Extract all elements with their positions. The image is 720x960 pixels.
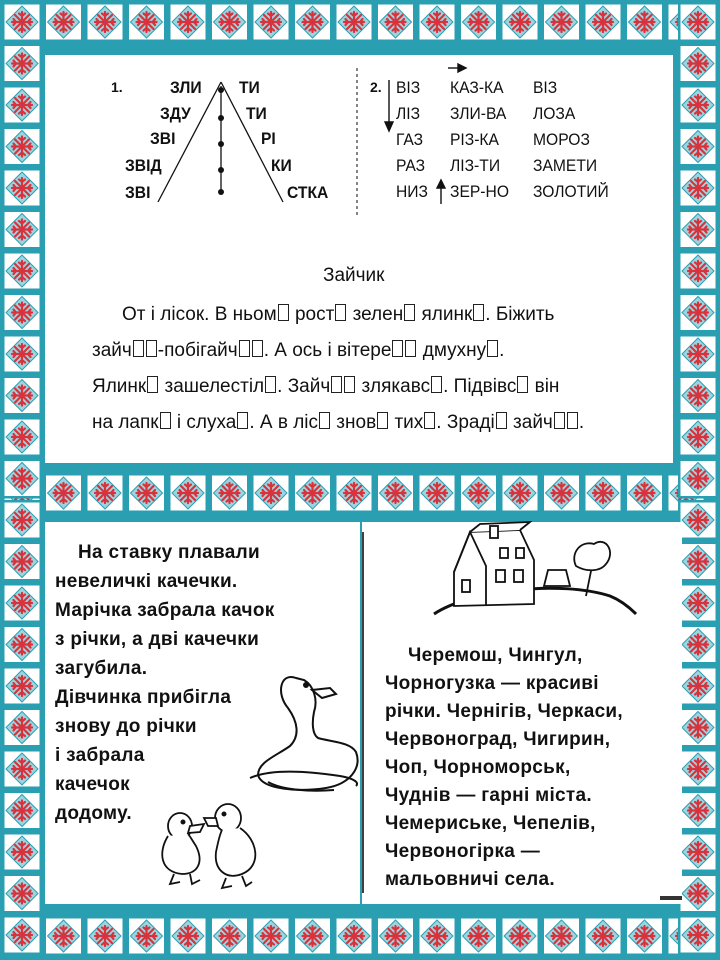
story-title: Зайчик bbox=[323, 265, 385, 286]
ex2-col1-1: ВІЗ bbox=[396, 78, 421, 97]
letter-blank-box[interactable] bbox=[496, 412, 507, 429]
letter-blank-box[interactable] bbox=[405, 340, 416, 357]
right-line: Чемериське, Чепелів, bbox=[385, 813, 596, 834]
letter-blank-box[interactable] bbox=[377, 412, 388, 429]
letter-blank-box[interactable] bbox=[237, 412, 248, 429]
ex1-right-5: СТКА bbox=[287, 183, 329, 202]
left-line: з річки, а дві качечки bbox=[55, 629, 260, 650]
letter-blank-box[interactable] bbox=[567, 412, 578, 429]
story-text: ялинк bbox=[416, 304, 473, 325]
story-line bbox=[92, 340, 504, 362]
letter-blank-box[interactable] bbox=[344, 376, 355, 393]
ex1-right-2: ТИ bbox=[246, 104, 267, 123]
letter-blank-box[interactable] bbox=[431, 376, 442, 393]
story-text: . Підвівс bbox=[443, 376, 517, 397]
exercise2-number: 2. bbox=[370, 79, 382, 95]
letter-blank-box[interactable] bbox=[160, 412, 171, 429]
ex1-left-3: ЗВІ bbox=[150, 129, 176, 148]
story-text: на лапк bbox=[92, 412, 159, 433]
ex1-left-5: ЗВІ bbox=[125, 183, 151, 202]
ex1-right-1: ТИ bbox=[239, 78, 260, 97]
right-line: Черемош, Чингул, bbox=[408, 645, 583, 666]
publisher-mark bbox=[660, 896, 682, 900]
left-line: На ставку плавали bbox=[78, 542, 261, 563]
left-line: Дівчинка прибігла bbox=[55, 687, 232, 708]
right-line: Чуднів — гарні міста. bbox=[385, 785, 592, 806]
ex2-col1-2: ЛІЗ bbox=[396, 104, 421, 123]
house-on-hill-icon bbox=[434, 522, 636, 614]
ex2-col2-1: КАЗ-КА bbox=[450, 78, 504, 97]
letter-blank-box[interactable] bbox=[335, 304, 346, 321]
ex2-col3-3: МОРОЗ bbox=[533, 130, 590, 149]
story-line bbox=[92, 412, 584, 434]
right-line: річки. Чернігів, Черкаси, bbox=[385, 701, 623, 722]
ex2-col1-5: НИЗ bbox=[396, 182, 428, 201]
ex2-col3-2: ЛОЗА bbox=[533, 104, 576, 123]
story-text: . Зайч bbox=[277, 376, 331, 397]
ex2-col3-1: ВІЗ bbox=[533, 78, 558, 97]
left-line: загубила. bbox=[55, 658, 148, 679]
exercise1-number: 1. bbox=[111, 79, 123, 95]
story-text: рост bbox=[289, 304, 335, 325]
ex2-col1-4: РАЗ bbox=[396, 156, 426, 175]
letter-blank-box[interactable] bbox=[392, 340, 403, 357]
story-text: . Зраді bbox=[436, 412, 495, 433]
story-text: тих bbox=[389, 412, 424, 433]
left-line: і забрала bbox=[55, 745, 145, 766]
right-line: Чоп, Чорноморськ, bbox=[385, 757, 571, 778]
letter-blank-box[interactable] bbox=[146, 340, 157, 357]
letter-blank-box[interactable] bbox=[319, 412, 330, 429]
letter-blank-box[interactable] bbox=[404, 304, 415, 321]
story-text: зашелестіл bbox=[159, 376, 265, 397]
ex2-col3-4: ЗАМЕТИ bbox=[533, 156, 598, 175]
story-line bbox=[122, 304, 554, 326]
ex2-col1-3: ГАЗ bbox=[396, 130, 424, 149]
story-text: . bbox=[499, 340, 505, 361]
story-text: дмухну bbox=[417, 340, 487, 361]
letter-blank-box[interactable] bbox=[424, 412, 435, 429]
ex2-col3-5: ЗОЛОТИЙ bbox=[533, 182, 609, 201]
ducklings-icon bbox=[162, 804, 255, 888]
story-text: . Біжить bbox=[485, 304, 555, 325]
right-line: мальовничі села. bbox=[385, 869, 556, 890]
story-text: -побігайч bbox=[157, 340, 238, 361]
ex2-col2-4: ЛІЗ-ТИ bbox=[450, 156, 501, 175]
right-line: Червоноград, Чигирин, bbox=[385, 729, 611, 750]
story-text: . bbox=[578, 412, 585, 433]
letter-blank-box[interactable] bbox=[473, 304, 484, 321]
letter-blank-box[interactable] bbox=[278, 304, 289, 321]
ex1-right-4: КИ bbox=[271, 156, 292, 175]
story-text: злякавс bbox=[356, 376, 431, 397]
letter-blank-box[interactable] bbox=[331, 376, 342, 393]
letter-blank-box[interactable] bbox=[147, 376, 158, 393]
letter-blank-box[interactable] bbox=[252, 340, 263, 357]
letter-blank-box[interactable] bbox=[133, 340, 144, 357]
left-line: Марічка забрала качок bbox=[55, 600, 275, 621]
letter-blank-box[interactable] bbox=[554, 412, 565, 429]
story-text: . А ось і вітере bbox=[263, 340, 392, 361]
letter-blank-box[interactable] bbox=[239, 340, 250, 357]
story-line bbox=[92, 376, 559, 398]
left-line: невеличкі качечки. bbox=[55, 571, 238, 592]
story-text: . А в ліс bbox=[249, 412, 319, 433]
letter-blank-box[interactable] bbox=[487, 340, 498, 357]
story-text: Ялинк bbox=[92, 376, 147, 397]
right-line: Чорногузка — красиві bbox=[385, 673, 599, 694]
right-line: Червоногірка — bbox=[385, 841, 540, 862]
ex1-left-1: ЗЛИ bbox=[170, 78, 202, 97]
story-text: і слуха bbox=[171, 412, 237, 433]
letter-blank-box[interactable] bbox=[265, 376, 276, 393]
story-text: зелен bbox=[347, 304, 404, 325]
story-text: зайч bbox=[507, 412, 553, 433]
duck-icon bbox=[250, 677, 358, 791]
left-line: знову до річки bbox=[55, 716, 197, 737]
story-text: він bbox=[529, 376, 560, 397]
ex2-col2-3: РІЗ-КА bbox=[450, 130, 499, 149]
story-text: От і лісок. В ньом bbox=[122, 304, 277, 325]
left-line: додому. bbox=[55, 803, 132, 824]
ex1-left-4: ЗВІД bbox=[125, 156, 162, 175]
letter-blank-box[interactable] bbox=[517, 376, 528, 393]
ex2-col2-2: ЗЛИ-ВА bbox=[450, 104, 507, 123]
story-text: знов bbox=[331, 412, 377, 433]
ex1-left-2: ЗДУ bbox=[160, 104, 191, 123]
story-text: зайч bbox=[92, 340, 132, 361]
ex1-right-3: РІ bbox=[261, 129, 276, 148]
ex2-col2-5: ЗЕР-НО bbox=[450, 182, 509, 201]
left-line: качечок bbox=[55, 774, 130, 795]
